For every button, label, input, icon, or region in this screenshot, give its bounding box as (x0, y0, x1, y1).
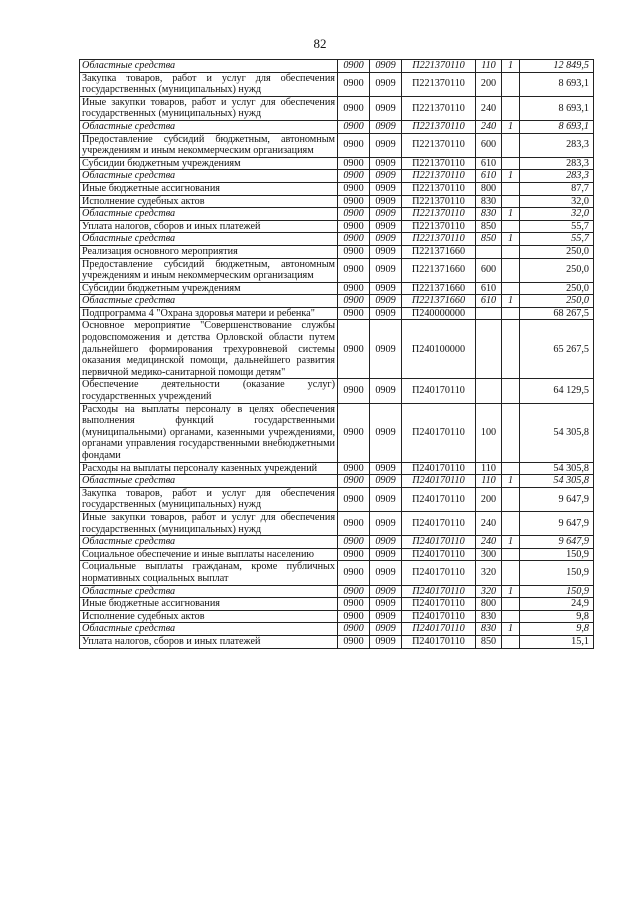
table-row (80, 120, 594, 133)
amount-cell: 87,7 (520, 182, 594, 195)
expense-type-cell: 240 (476, 511, 502, 535)
row-name-cell: Закупка товаров, работ и услуг для обеспечения государственных (муниципальных) нужд (80, 487, 338, 511)
row-name-cell: Уплата налогов, сборов и иных платежей (80, 635, 338, 648)
target-article-cell: П221370110 (402, 220, 476, 233)
amount-cell: 250,0 (520, 282, 594, 295)
amount-cell: 150,9 (520, 548, 594, 561)
funding-source-cell (502, 96, 520, 120)
target-article-cell: П221370110 (402, 233, 476, 246)
row-name-cell: Иные бюджетные ассигнования (80, 598, 338, 611)
funding-source-cell (502, 220, 520, 233)
funding-source-cell: 1 (502, 475, 520, 488)
target-article-cell: П240170110 (402, 635, 476, 648)
target-article-cell: П240170110 (402, 598, 476, 611)
row-name-cell: Подпрограмма 4 "Охрана здоровья матери и ребенка" (80, 307, 338, 320)
section-code-cell: 0900 (338, 72, 370, 96)
row-name-cell: Областные средства (80, 475, 338, 488)
funding-source-cell: 1 (502, 536, 520, 549)
amount-cell: 68 267,5 (520, 307, 594, 320)
row-name-cell: Областные средства (80, 536, 338, 549)
expense-type-cell: 850 (476, 220, 502, 233)
table-row (80, 598, 594, 611)
subsection-code-cell: 0909 (370, 195, 402, 208)
target-article-cell: П240170110 (402, 462, 476, 475)
table-row (80, 220, 594, 233)
table-row (80, 548, 594, 561)
expense-type-cell: 800 (476, 598, 502, 611)
funding-source-cell (502, 258, 520, 282)
expense-type-cell: 830 (476, 623, 502, 636)
funding-source-cell (502, 379, 520, 403)
section-code-cell: 0900 (338, 635, 370, 648)
amount-cell: 250,0 (520, 295, 594, 308)
section-code-cell: 0900 (338, 598, 370, 611)
funding-source-cell (502, 487, 520, 511)
funding-source-cell (502, 598, 520, 611)
subsection-code-cell: 0909 (370, 462, 402, 475)
subsection-code-cell: 0909 (370, 182, 402, 195)
amount-cell: 64 129,5 (520, 379, 594, 403)
section-code-cell: 0900 (338, 233, 370, 246)
row-name-cell: Субсидии бюджетным учреждениям (80, 157, 338, 170)
expense-type-cell: 830 (476, 208, 502, 221)
subsection-code-cell: 0909 (370, 511, 402, 535)
row-name-cell: Расходы на выплаты персоналу в целях обеспечения выполнения функций государственными (муниципальными) органами, казенными учреждениями, органами управления государственными внебюджетными фондами (80, 403, 338, 462)
funding-source-cell: 1 (502, 233, 520, 246)
funding-source-cell: 1 (502, 585, 520, 598)
target-article-cell: П221370110 (402, 133, 476, 157)
amount-cell: 9 647,9 (520, 536, 594, 549)
funding-source-cell (502, 610, 520, 623)
target-article-cell: П240170110 (402, 511, 476, 535)
amount-cell: 9 647,9 (520, 487, 594, 511)
expense-type-cell (476, 320, 502, 379)
section-code-cell: 0900 (338, 610, 370, 623)
expense-type-cell: 800 (476, 182, 502, 195)
funding-source-cell (502, 462, 520, 475)
subsection-code-cell: 0909 (370, 561, 402, 585)
subsection-code-cell: 0909 (370, 220, 402, 233)
funding-source-cell (502, 182, 520, 195)
amount-cell: 250,0 (520, 245, 594, 258)
section-code-cell: 0900 (338, 307, 370, 320)
subsection-code-cell: 0909 (370, 598, 402, 611)
subsection-code-cell: 0909 (370, 487, 402, 511)
funding-source-cell: 1 (502, 60, 520, 73)
expense-type-cell: 850 (476, 635, 502, 648)
row-name-cell: Основное мероприятие "Совершенствование службы родовспоможения и детства Орловской области путем дальнейшего формирования трехуровневой системы оказания медицинской помощи, дальнейшего развития первичной медико-санитарной помощи детям" (80, 320, 338, 379)
row-name-cell: Областные средства (80, 120, 338, 133)
target-article-cell: П221370110 (402, 182, 476, 195)
section-code-cell: 0900 (338, 157, 370, 170)
target-article-cell: П240170110 (402, 585, 476, 598)
target-article-cell: П221371660 (402, 282, 476, 295)
section-code-cell: 0900 (338, 511, 370, 535)
amount-cell: 12 849,5 (520, 60, 594, 73)
subsection-code-cell: 0909 (370, 585, 402, 598)
subsection-code-cell: 0909 (370, 536, 402, 549)
section-code-cell: 0900 (338, 379, 370, 403)
subsection-code-cell: 0909 (370, 258, 402, 282)
row-name-cell: Иные бюджетные ассигнования (80, 182, 338, 195)
expense-type-cell: 600 (476, 258, 502, 282)
table-body (80, 60, 594, 649)
table-row (80, 295, 594, 308)
section-code-cell: 0900 (338, 208, 370, 221)
row-name-cell: Иные закупки товаров, работ и услуг для обеспечения государственных (муниципальных) нужд (80, 511, 338, 535)
subsection-code-cell: 0909 (370, 170, 402, 183)
row-name-cell: Предоставление субсидий бюджетным, автономным учреждениям и иным некоммерческим организациям (80, 258, 338, 282)
expense-type-cell: 830 (476, 610, 502, 623)
target-article-cell: П240100000 (402, 320, 476, 379)
row-name-cell: Социальное обеспечение и иные выплаты населению (80, 548, 338, 561)
expense-type-cell: 850 (476, 233, 502, 246)
table-row (80, 623, 594, 636)
funding-source-cell (502, 511, 520, 535)
table-row (80, 487, 594, 511)
target-article-cell: П240170110 (402, 548, 476, 561)
row-name-cell: Иные закупки товаров, работ и услуг для обеспечения государственных (муниципальных) нужд (80, 96, 338, 120)
expense-type-cell: 600 (476, 133, 502, 157)
amount-cell: 283,3 (520, 170, 594, 183)
subsection-code-cell: 0909 (370, 379, 402, 403)
target-article-cell: П221370110 (402, 120, 476, 133)
section-code-cell: 0900 (338, 585, 370, 598)
row-name-cell: Областные средства (80, 170, 338, 183)
target-article-cell: П221370110 (402, 72, 476, 96)
amount-cell: 55,7 (520, 233, 594, 246)
section-code-cell: 0900 (338, 258, 370, 282)
table-row (80, 170, 594, 183)
row-name-cell: Областные средства (80, 208, 338, 221)
expense-type-cell (476, 307, 502, 320)
target-article-cell: П240170110 (402, 561, 476, 585)
funding-source-cell (502, 403, 520, 462)
row-name-cell: Обеспечение деятельности (оказание услуг) государственных учреждений (80, 379, 338, 403)
funding-source-cell (502, 282, 520, 295)
table-row (80, 536, 594, 549)
funding-source-cell (502, 548, 520, 561)
amount-cell: 8 693,1 (520, 72, 594, 96)
amount-cell: 15,1 (520, 635, 594, 648)
section-code-cell: 0900 (338, 536, 370, 549)
expense-type-cell: 300 (476, 548, 502, 561)
subsection-code-cell: 0909 (370, 60, 402, 73)
target-article-cell: П221370110 (402, 208, 476, 221)
amount-cell: 54 305,8 (520, 475, 594, 488)
expense-type-cell: 320 (476, 561, 502, 585)
section-code-cell: 0900 (338, 475, 370, 488)
subsection-code-cell: 0909 (370, 548, 402, 561)
amount-cell: 54 305,8 (520, 403, 594, 462)
table-row (80, 403, 594, 462)
section-code-cell: 0900 (338, 462, 370, 475)
target-article-cell: П240170110 (402, 403, 476, 462)
funding-source-cell (502, 133, 520, 157)
expense-type-cell: 200 (476, 487, 502, 511)
subsection-code-cell: 0909 (370, 157, 402, 170)
amount-cell: 54 305,8 (520, 462, 594, 475)
target-article-cell: П221370110 (402, 195, 476, 208)
funding-source-cell: 1 (502, 170, 520, 183)
funding-source-cell (502, 72, 520, 96)
expense-type-cell: 240 (476, 96, 502, 120)
section-code-cell: 0900 (338, 120, 370, 133)
target-article-cell: П240170110 (402, 475, 476, 488)
funding-source-cell (502, 307, 520, 320)
table-row (80, 561, 594, 585)
row-name-cell: Предоставление субсидий бюджетным, автономным учреждениям и иным некоммерческим организациям (80, 133, 338, 157)
row-name-cell: Областные средства (80, 60, 338, 73)
table-row (80, 182, 594, 195)
target-article-cell: П240170110 (402, 610, 476, 623)
row-name-cell: Субсидии бюджетным учреждениям (80, 282, 338, 295)
expense-type-cell: 240 (476, 120, 502, 133)
target-article-cell: П240170110 (402, 379, 476, 403)
subsection-code-cell: 0909 (370, 320, 402, 379)
funding-source-cell (502, 561, 520, 585)
subsection-code-cell: 0909 (370, 208, 402, 221)
amount-cell: 9,8 (520, 610, 594, 623)
target-article-cell: П240000000 (402, 307, 476, 320)
table-row (80, 585, 594, 598)
expense-type-cell: 610 (476, 157, 502, 170)
row-name-cell: Расходы на выплаты персоналу казенных учреждений (80, 462, 338, 475)
expense-type-cell: 110 (476, 60, 502, 73)
expense-type-cell: 110 (476, 475, 502, 488)
expense-type-cell: 610 (476, 170, 502, 183)
target-article-cell: П221370110 (402, 60, 476, 73)
funding-source-cell (502, 157, 520, 170)
expense-type-cell: 610 (476, 295, 502, 308)
funding-source-cell: 1 (502, 295, 520, 308)
amount-cell: 8 693,1 (520, 120, 594, 133)
expense-type-cell: 320 (476, 585, 502, 598)
subsection-code-cell: 0909 (370, 72, 402, 96)
target-article-cell: П221370110 (402, 157, 476, 170)
table-row (80, 195, 594, 208)
table-row (80, 307, 594, 320)
target-article-cell: П221370110 (402, 170, 476, 183)
amount-cell: 55,7 (520, 220, 594, 233)
table-row (80, 511, 594, 535)
table-row (80, 610, 594, 623)
expense-type-cell (476, 245, 502, 258)
expense-type-cell: 100 (476, 403, 502, 462)
table-row (80, 208, 594, 221)
table-row (80, 258, 594, 282)
table-row (80, 133, 594, 157)
funding-source-cell (502, 320, 520, 379)
section-code-cell: 0900 (338, 320, 370, 379)
table-row (80, 60, 594, 73)
row-name-cell: Областные средства (80, 295, 338, 308)
table-row (80, 245, 594, 258)
amount-cell: 283,3 (520, 133, 594, 157)
row-name-cell: Реализация основного мероприятия (80, 245, 338, 258)
subsection-code-cell: 0909 (370, 475, 402, 488)
expense-type-cell (476, 379, 502, 403)
budget-table (79, 59, 594, 649)
table-row (80, 379, 594, 403)
subsection-code-cell: 0909 (370, 403, 402, 462)
section-code-cell: 0900 (338, 60, 370, 73)
target-article-cell: П221371660 (402, 245, 476, 258)
section-code-cell: 0900 (338, 487, 370, 511)
funding-source-cell: 1 (502, 623, 520, 636)
row-name-cell: Областные средства (80, 585, 338, 598)
funding-source-cell (502, 635, 520, 648)
table-row (80, 282, 594, 295)
expense-type-cell: 110 (476, 462, 502, 475)
table-row (80, 635, 594, 648)
target-article-cell: П221371660 (402, 295, 476, 308)
section-code-cell: 0900 (338, 195, 370, 208)
section-code-cell: 0900 (338, 182, 370, 195)
page-number: 82 (313, 36, 327, 51)
amount-cell: 32,0 (520, 195, 594, 208)
expense-type-cell: 200 (476, 72, 502, 96)
target-article-cell: П240170110 (402, 623, 476, 636)
amount-cell: 9,8 (520, 623, 594, 636)
row-name-cell: Уплата налогов, сборов и иных платежей (80, 220, 338, 233)
section-code-cell: 0900 (338, 220, 370, 233)
section-code-cell: 0900 (338, 170, 370, 183)
expense-type-cell: 830 (476, 195, 502, 208)
funding-source-cell: 1 (502, 120, 520, 133)
subsection-code-cell: 0909 (370, 623, 402, 636)
amount-cell: 250,0 (520, 258, 594, 282)
subsection-code-cell: 0909 (370, 120, 402, 133)
section-code-cell: 0900 (338, 623, 370, 636)
section-code-cell: 0900 (338, 282, 370, 295)
section-code-cell: 0900 (338, 133, 370, 157)
target-article-cell: П221371660 (402, 258, 476, 282)
table-row (80, 233, 594, 246)
subsection-code-cell: 0909 (370, 307, 402, 320)
amount-cell: 283,3 (520, 157, 594, 170)
subsection-code-cell: 0909 (370, 610, 402, 623)
table-row (80, 320, 594, 379)
subsection-code-cell: 0909 (370, 295, 402, 308)
table-row (80, 72, 594, 96)
row-name-cell: Исполнение судебных актов (80, 610, 338, 623)
section-code-cell: 0900 (338, 403, 370, 462)
target-article-cell: П240170110 (402, 536, 476, 549)
amount-cell: 8 693,1 (520, 96, 594, 120)
funding-source-cell (502, 195, 520, 208)
amount-cell: 150,9 (520, 585, 594, 598)
subsection-code-cell: 0909 (370, 133, 402, 157)
expense-type-cell: 610 (476, 282, 502, 295)
row-name-cell: Закупка товаров, работ и услуг для обеспечения государственных (муниципальных) нужд (80, 72, 338, 96)
amount-cell: 9 647,9 (520, 511, 594, 535)
subsection-code-cell: 0909 (370, 233, 402, 246)
table-row (80, 475, 594, 488)
funding-source-cell: 1 (502, 208, 520, 221)
row-name-cell: Областные средства (80, 623, 338, 636)
subsection-code-cell: 0909 (370, 635, 402, 648)
row-name-cell: Социальные выплаты гражданам, кроме публичных нормативных социальных выплат (80, 561, 338, 585)
section-code-cell: 0900 (338, 561, 370, 585)
amount-cell: 24,9 (520, 598, 594, 611)
amount-cell: 65 267,5 (520, 320, 594, 379)
target-article-cell: П240170110 (402, 487, 476, 511)
table-row (80, 96, 594, 120)
subsection-code-cell: 0909 (370, 96, 402, 120)
target-article-cell: П221370110 (402, 96, 476, 120)
table-row (80, 462, 594, 475)
section-code-cell: 0900 (338, 96, 370, 120)
section-code-cell: 0900 (338, 548, 370, 561)
funding-source-cell (502, 245, 520, 258)
subsection-code-cell: 0909 (370, 282, 402, 295)
amount-cell: 32,0 (520, 208, 594, 221)
table-row (80, 157, 594, 170)
amount-cell: 150,9 (520, 561, 594, 585)
expense-type-cell: 240 (476, 536, 502, 549)
row-name-cell: Областные средства (80, 233, 338, 246)
subsection-code-cell: 0909 (370, 245, 402, 258)
section-code-cell: 0900 (338, 295, 370, 308)
row-name-cell: Исполнение судебных актов (80, 195, 338, 208)
section-code-cell: 0900 (338, 245, 370, 258)
